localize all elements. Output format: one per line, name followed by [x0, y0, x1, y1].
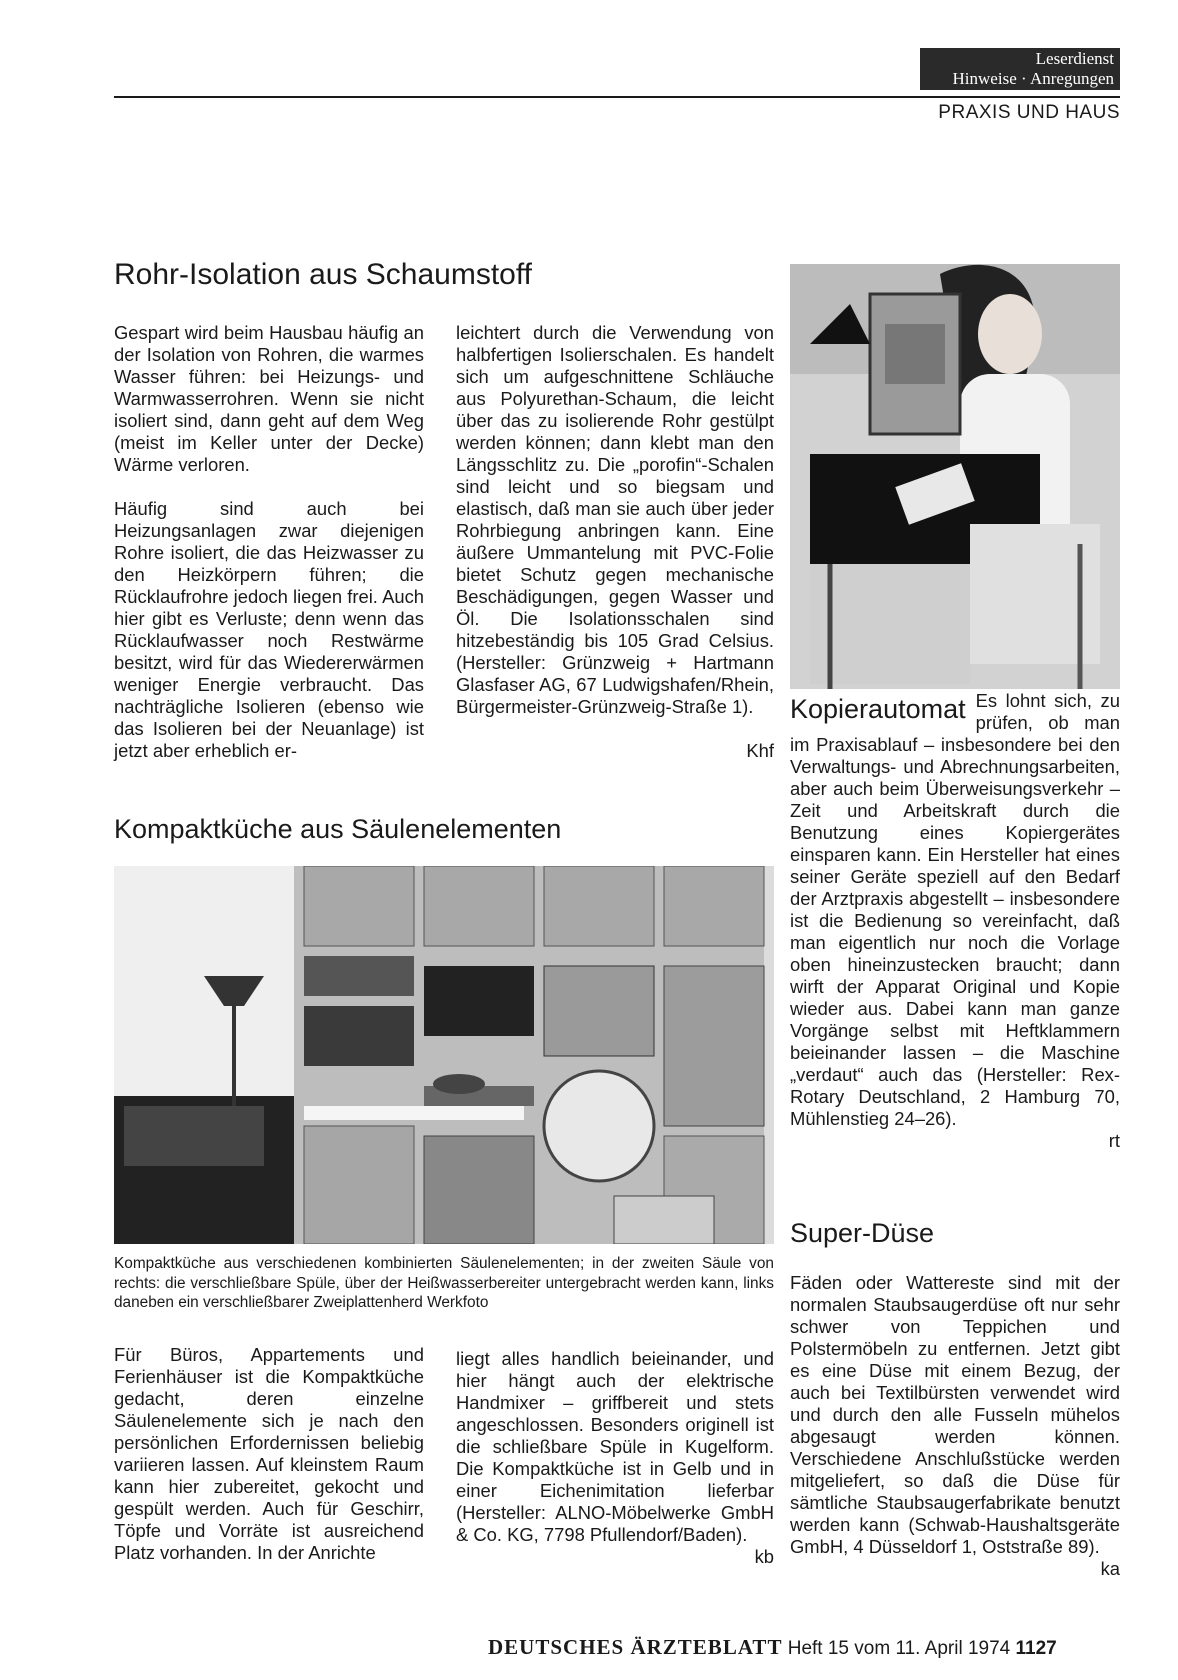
- article-kopierautomat: [790, 690, 1120, 1152]
- masthead: DEUTSCHES ÄRZTEBLATT: [488, 1635, 783, 1659]
- paragraph: Fäden oder Wattereste sind mit der normalen Staubsaugerdüse oft nur sehr schwer von Teppichen und Polstermöbeln zu entfernen. Jetzt gibt es eine Düse mit einem Bezug, der auch bei Textilbürsten verwendet wird und durch den alle Fusseln mühelos abgesaugt werden können. Verschiedene Anschlußstücke werden mitgeliefert, so daß die Düse für sämtliche Staubsaugerfabrikate benutzt werden kann (Schwab-Haushaltsgeräte GmbH, 4 Düsseldorf 1, Oststraße 89).: [790, 1272, 1120, 1557]
- article-kueche-column-1: [114, 1344, 424, 1564]
- author-signature: Khf: [746, 740, 774, 761]
- paragraph: Für Büros, Appartements und Ferienhäuser ist die Kompaktküche gedacht, deren einzelne Säulenelemente sich je nach den persönlichen Erfordernissen beliebig variieren lassen. Auf kleinstem Raum kann hier zubereitet, gekocht und gespült werden. Auch für Geschirr, Töpfe und Vorräte ist ausreichend Platz vorhanden. In der Anrichte: [114, 1344, 424, 1563]
- paragraph: liegt alles handlich beieinander, und hier hängt auch der elektrische Handmixer – griffbereit und stets angeschlossen. Besonders originell ist die schließbare Spüle in Kugelform. Die Kompaktküche ist in Gelb und in einer Eichenimitation lieferbar (Hersteller: ALNO-Möbelwerke GmbH & Co. KG, 7798 Pfullendorf/Baden).: [456, 1348, 774, 1545]
- section-title: PRAXIS UND HAUS: [938, 102, 1120, 123]
- paragraph: Häufig sind auch bei Heizungsanlagen zwar diejenigen Rohre isoliert, die das Heizwasser zu den Heizkörpern führen; die Rücklaufrohre jedoch liegen frei. Auch hier gibt es Verluste; denn wenn das Rücklaufwasser noch Restwärme besitzt, wird für das Wiedererwärmen weniger Energie verbraucht. Das nachträgliche Isolieren (ebenso wie das Isolieren bei der Neuanlage) ist jetzt aber erheblich er-: [114, 498, 424, 761]
- article-title-super-duese: Super-Düse: [790, 1218, 935, 1248]
- paragraph: Es lohnt sich, zu prüfen, ob man im Praxisablauf – insbesondere bei den Verwaltungs- und Abrechnungsarbeiten, aber auch beim Überweisungsverkehr – Zeit und Arbeitskraft durch die Benutzung eines Kopiergerätes einsparen kann. Ein Hersteller hat eines seiner Geräte speziell auf den Bedarf der Arztpraxis abgestellt – insbesondere ist die Bedienung so vereinfacht, daß man eigentlich nur noch die Vorlage oben hineinzustecken braucht; dann wirft der Apparat Original und Kopie wieder aus. Dabei kann man ganze Vorgänge selbst mit Heftklammern beieinander lassen – die Maschine „verdaut“ auch das (Hersteller: Rex-Rotary Deutschland, 2 Hamburg 70, Mühlenstieg 24–26).: [790, 690, 1120, 1129]
- article-title-kopierautomat: Kopierautomat: [790, 694, 966, 724]
- author-signature: ka: [1100, 1558, 1120, 1579]
- kitchen-photo-caption: Kompaktküche aus verschiedenen kombinierten Säulenelementen; in der zweiten Säule von rechts: die verschließbare Spüle, über der Heißwasserbereiter untergebracht werden kann, links daneben ein verschließbarer Zweiplattenherd Werkfoto: [114, 1255, 774, 1311]
- header-rule: [114, 96, 1120, 98]
- copier-photo: [790, 264, 1120, 689]
- kitchen-photo-illustration: [114, 866, 774, 1244]
- article-title-kompaktkueche: Kompaktküche aus Säulenelementen: [114, 814, 562, 844]
- kitchen-photo: [114, 866, 774, 1244]
- article-super-duese-body: [790, 1272, 1120, 1580]
- article-rohr-column-2: [456, 322, 774, 762]
- issue-info: Heft 15 vom 11. April 1974: [787, 1638, 1011, 1659]
- author-signature: rt: [1108, 1130, 1120, 1151]
- article-rohr-column-1: [114, 322, 424, 762]
- article-title-rohr-isolation: Rohr-Isolation aus Schaumstoff: [114, 258, 532, 291]
- paragraph: Gespart wird beim Hausbau häufig an der Isolation von Rohren, die warmes Wasser führen: bei Heizungs- und Warmwasserrohren. Wenn sie nicht isoliert sind, dann geht auf dem Weg (meist im Keller unter der Decke) Wärme verloren.: [114, 322, 424, 475]
- paragraph: leichtert durch die Verwendung von halbfertigen Isolierschalen. Es handelt sich um aufgeschnittene Schläuche aus Polyurethan-Schaum, die leicht über das zu isolierende Rohr gestülpt werden können; dann klebt man den Längsschlitz zu. Die „porofin“-Schalen sind leicht und so biegsam und elastisch, daß man sie auch über jeder Rohrbiegung anbringen kann. Eine äußere Ummantelung mit PVC-Folie bietet Schutz gegen mechanische Beschädigungen, gegen Wasser und Öl. Die Isolationsschalen sind hitzebeständig bis 105 Grad Celsius. (Hersteller: Grünzweig + Hartmann Glasfaser AG, 67 Ludwigshafen/Rhein, Bürgermeister-Grünzweig-Straße 1).: [456, 322, 774, 717]
- page-number: 1127: [1015, 1638, 1057, 1659]
- author-signature: kb: [754, 1546, 774, 1567]
- article-kueche-column-2: [456, 1348, 774, 1568]
- copier-photo-illustration: [790, 264, 1120, 689]
- badge-line-1: Leserdienst: [1035, 49, 1114, 68]
- leserdienst-badge: [920, 48, 1120, 90]
- page-footer: [488, 1635, 1057, 1660]
- badge-line-2: Hinweise · Anregungen: [952, 69, 1114, 88]
